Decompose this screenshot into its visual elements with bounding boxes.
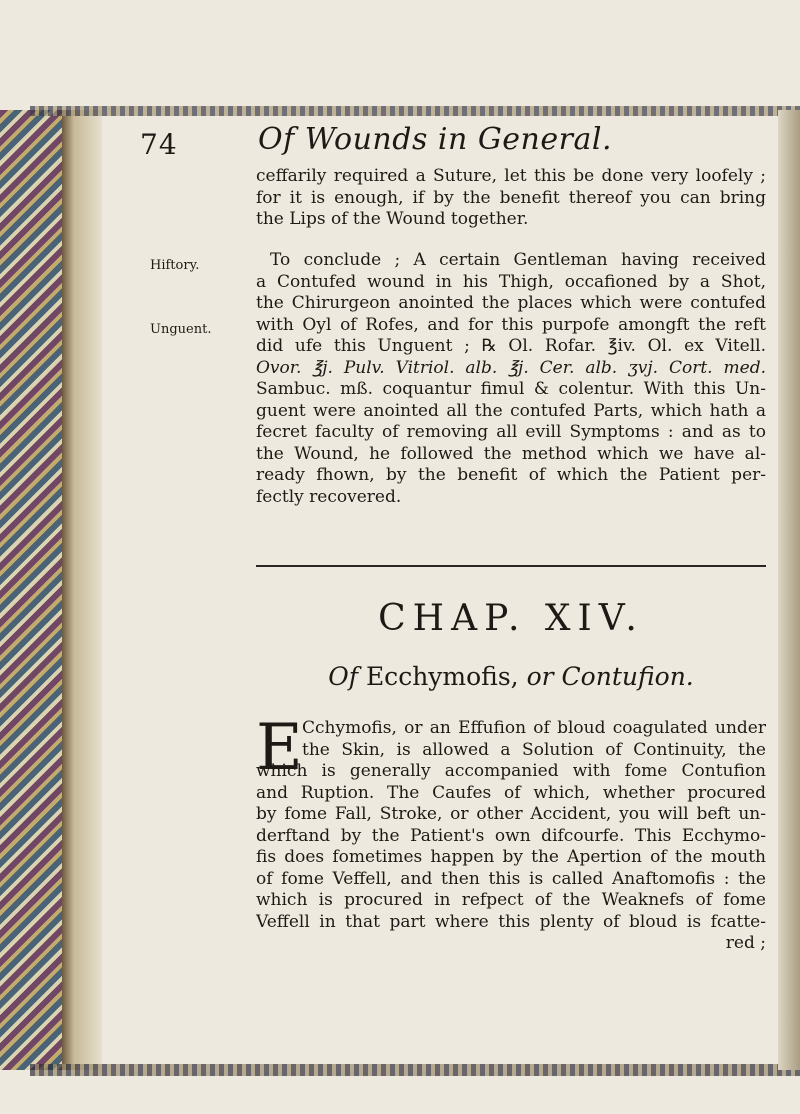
text-line: the Wound, he followed the method which we have al- — [256, 443, 766, 464]
text-line: fecret faculty of removing all evill Symptoms : and as to — [256, 422, 766, 442]
top-page-edge — [30, 106, 800, 116]
text-line: for it is enough, if by the benefit thereof you can bring — [256, 187, 766, 208]
subtitle-alt: Contufion. — [561, 662, 694, 691]
subtitle-or: or — [526, 662, 554, 691]
right-page-edge — [778, 110, 800, 1070]
text-line: ready fhown, by the benefit of which the Patient per- — [256, 465, 766, 485]
paragraph-suture — [256, 166, 766, 231]
subtitle-main: Ecchymofis, — [365, 662, 519, 691]
text-line: the Skin, is allowed a Solution of Continuity, the — [302, 739, 766, 760]
paragraph-ecchymosis — [256, 761, 766, 955]
text-line: fis does fometimes happen by the Apertion of the mouth — [256, 847, 766, 867]
text-line: the Lips of the Wound together. — [256, 209, 529, 229]
text-line: and Ruption. The Caufes of which, whether procured — [256, 782, 766, 803]
running-head: Of Wounds in General. — [258, 122, 612, 157]
page-gutter-shadow — [62, 110, 102, 1070]
chapter-subtitle — [256, 662, 766, 691]
text-line: Ovor. ℥j. Pulv. Vitriol. alb. ℥j. Cer. alb. ʒvj. Cort. med. — [256, 357, 766, 378]
text-line: ceffarily required a Suture, let this be done very loofely ; — [256, 166, 766, 186]
text-line: Cchymofis, or an Effufion of bloud coagulated under — [302, 718, 766, 738]
paragraph-ecchymosis-start — [302, 718, 766, 761]
text-line: did ufe this Unguent ; ℞ Ol. Rofar. ℥iv. Ol. ex Vitell. — [256, 336, 766, 356]
margin-note-unguent: Unguent. — [150, 322, 212, 337]
text-line: Veffell in that part where this plenty of bloud is fcatte- — [256, 911, 766, 932]
catchword: red ; — [725, 933, 766, 953]
text-line: by fome Fall, Stroke, or other Accident, you will beft un- — [256, 804, 766, 824]
margin-note-history: Hiftory. — [150, 258, 200, 273]
text-line: guent were anointed all the contufed Parts, which hath a — [256, 400, 766, 421]
paragraph-conclusion — [256, 250, 766, 508]
section-divider — [256, 565, 766, 567]
text-line: of fome Veffell, and then this is called Anaftomofis : the — [256, 868, 766, 889]
text-line: a Contufed wound in his Thigh, occafioned by a Shot, — [256, 271, 766, 292]
page-number: 74 — [140, 128, 178, 161]
bottom-page-edge — [30, 1064, 800, 1076]
text-line: To conclude ; A certain Gentleman having received — [270, 250, 766, 270]
text-line: fectly recovered. — [256, 486, 402, 507]
binding-edge — [0, 110, 62, 1070]
text-line: Sambuc. mß. coquantur fimul & colentur. With this Un- — [256, 379, 766, 399]
drop-capital: E — [256, 711, 303, 785]
text-line: the Chirurgeon anointed the places which were contufed — [256, 293, 766, 313]
text-line: which is generally accompanied with fome Contufion — [256, 761, 766, 781]
text-line: which is procured in refpect of the Weaknefs of fome — [256, 890, 766, 910]
text-line: derftand by the Patient's own difcourfe. This Ecchymo- — [256, 825, 766, 846]
chapter-heading: CHAP. XIV. — [378, 598, 644, 639]
subtitle-of: Of — [328, 662, 358, 691]
text-line: with Oyl of Rofes, and for this purpofe amongft the reft — [256, 314, 766, 335]
